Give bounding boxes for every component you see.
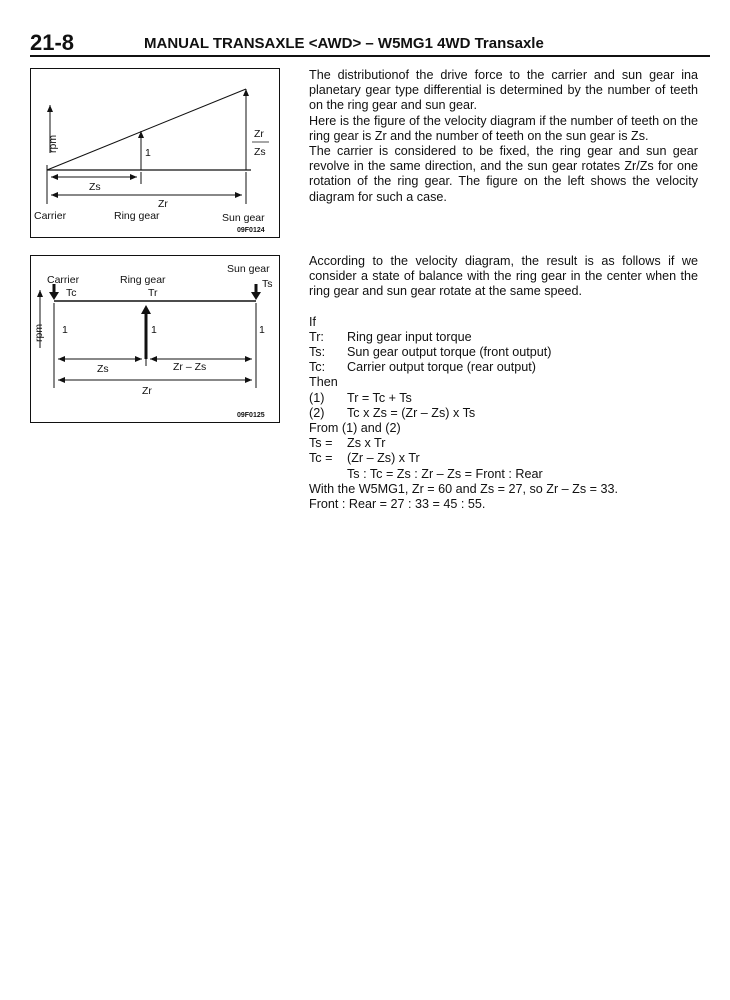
definition-key: Tr: xyxy=(309,329,324,344)
tc-label: Tc xyxy=(66,287,77,299)
sun-gear-label: Sun gear xyxy=(227,263,270,275)
if-line: If xyxy=(309,314,316,329)
intro-paragraph-2: Here is the figure of the velocity diagram if the number of teeth on the ring gear is Zr and the number of teeth on the sun gear is Zs. xyxy=(309,113,698,143)
balance-text xyxy=(309,254,698,512)
torque-balance-figure xyxy=(30,255,280,423)
page-number: 21-8 xyxy=(30,30,75,55)
result-value: (Zr – Zs) x Tr xyxy=(347,451,420,466)
ring-rpm-label: 1 xyxy=(151,324,157,336)
torque-balance-svg xyxy=(31,256,278,421)
result-row xyxy=(309,451,698,466)
equation-row xyxy=(309,406,698,421)
carrier-rpm-label: 1 xyxy=(62,324,68,336)
definition-row xyxy=(309,345,698,360)
ratio-denominator: Zs xyxy=(254,146,266,158)
zr-label: Zr xyxy=(158,198,168,210)
rpm-axis-label: rpm xyxy=(33,323,45,342)
tr-arrow-head xyxy=(141,305,151,314)
ring-gear-label: Ring gear xyxy=(120,274,166,286)
carrier-label: Carrier xyxy=(47,274,80,286)
intro-text xyxy=(309,68,698,205)
intro-paragraph-3: The carrier is considered to be fixed, the ring gear and sun gear revolve in the same direction, and the sun gear rotates Zr/Zs for one rotation of the ring gear. The figure on the left shows the velocity diagram for such a case. xyxy=(309,144,698,204)
velocity-diagram-svg xyxy=(31,69,278,236)
then-line: Then xyxy=(309,375,338,390)
rpm-axis-label: rpm xyxy=(47,134,59,153)
w5mg1-line: With the W5MG1, Zr = 60 and Zs = 27, so Zr – Zs = 33. xyxy=(309,481,619,496)
zs-label: Zs xyxy=(89,181,101,193)
definition-key: Ts: xyxy=(309,345,326,360)
definition-value: Sun gear output torque (front output) xyxy=(347,345,552,360)
equation-key: (1) xyxy=(309,390,325,405)
final-ratio-line: Front : Rear = 27 : 33 = 45 : 55. xyxy=(309,497,486,512)
header-rule xyxy=(30,55,710,57)
page-header xyxy=(30,30,710,56)
equation-row xyxy=(309,391,698,406)
ratio-line: Ts : Tc = Zs : Zr – Zs = Front : Rear xyxy=(347,466,543,481)
intro-paragraph-1: The distributionof the drive force to the carrier and sun gear ina planetary gear type differential is determined by the number of teeth on the ring gear and sun gear. xyxy=(309,68,698,113)
figure-code: 09F0125 xyxy=(237,412,265,419)
ring-gear-label: Ring gear xyxy=(114,210,160,222)
figure-code: 09F0124 xyxy=(237,227,265,234)
sun-rpm-label: 1 xyxy=(259,324,265,336)
definition-row xyxy=(309,360,698,375)
equation-value: Tr = Tc + Ts xyxy=(347,390,412,405)
carrier-label: Carrier xyxy=(34,210,67,222)
sun-gear-label: Sun gear xyxy=(222,212,265,224)
equation-key: (2) xyxy=(309,405,325,420)
balance-paragraph: According to the velocity diagram, the result is as follows if we consider a state of balance with the ring gear in the center when the ring gear and sun gear rotate at the same speed. xyxy=(309,254,698,299)
definition-row xyxy=(309,330,698,345)
result-key: Ts = xyxy=(309,436,333,451)
ts-label: Ts xyxy=(262,278,273,290)
zs-label: Zs xyxy=(97,363,109,375)
tr-label: Tr xyxy=(148,287,158,299)
ratio-numerator: Zr xyxy=(254,128,264,140)
ring-gear-rpm-label: 1 xyxy=(145,147,151,159)
definition-key: Tc: xyxy=(309,360,326,375)
result-row xyxy=(309,436,698,451)
definition-value: Carrier output torque (rear output) xyxy=(347,360,536,375)
definition-value: Ring gear input torque xyxy=(347,329,472,344)
velocity-diagram-figure xyxy=(30,68,280,238)
from-line: From (1) and (2) xyxy=(309,421,401,436)
zr-minus-zs-label: Zr – Zs xyxy=(173,361,207,373)
page-title: MANUAL TRANSAXLE <AWD> – W5MG1 4WD Transaxle xyxy=(144,35,544,52)
equation-value: Tc x Zs = (Zr – Zs) x Ts xyxy=(347,405,476,420)
tc-arrow-head xyxy=(49,292,59,300)
zr-label: Zr xyxy=(142,385,152,397)
result-value: Zs x Tr xyxy=(347,436,386,451)
ts-arrow-head xyxy=(251,292,261,300)
result-key: Tc = xyxy=(309,451,333,466)
